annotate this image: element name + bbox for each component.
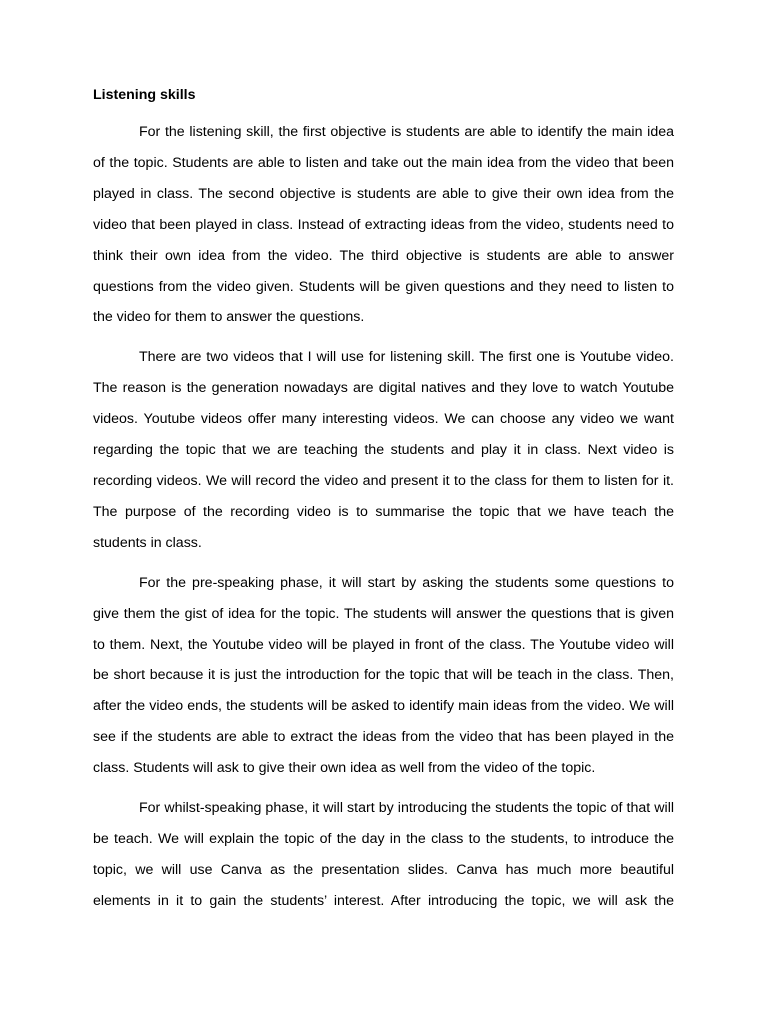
paragraph-videos: There are two videos that I will use for listening skill. The first one is Youtube video. The reason is the generation nowadays are digital natives and they love to watch Youtube videos. Youtube videos offer many interesting videos. We can choose any video we want regarding the topic that we are teaching the students and play it in class. Next video is recording videos. We will record the video and present it to the class for them to listen for it. The purpose of the recording video is to summarise the topic that we have teach the students in class. xyxy=(93,349,674,551)
document-body xyxy=(93,84,674,926)
section-heading: Listening skills xyxy=(93,87,196,103)
paragraph-whilst-speaking: For whilst-speaking phase, it will start by introducing the students the topic of that will be teach. We will explain the topic of the day in the class to the students, to introduce the topic, we will use Canva as the presentation slides. Canva has much more beautiful elements in it to gain the students’ interest. After introducing the topic, we will ask the xyxy=(93,800,674,909)
paragraph-objectives: For the listening skill, the first objective is students are able to identify the main idea of the topic. Students are able to listen and take out the main idea from the video that been played in class. The second objective is students are able to give their own idea from the video that been played in class. Instead of extracting ideas from the video, students need to think their own idea from the video. The third objective is students are able to answer questions from the video given. Students will be given questions and they need to listen to the video for them to answer the questions. xyxy=(93,124,674,326)
paragraph-pre-speaking: For the pre-speaking phase, it will start by asking the students some questions to give them the gist of idea for the topic. The students will answer the questions that is given to them. Next, the Youtube video will be played in front of the class. The Youtube video will be short because it is just the introduction for the topic that will be teach in the class. Then, after the video ends, the students will be asked to identify main ideas from the video. We will see if the students are able to extract the ideas from the video that has been played in the class. Students will ask to give their own idea as well from the video of the topic. xyxy=(93,574,674,777)
